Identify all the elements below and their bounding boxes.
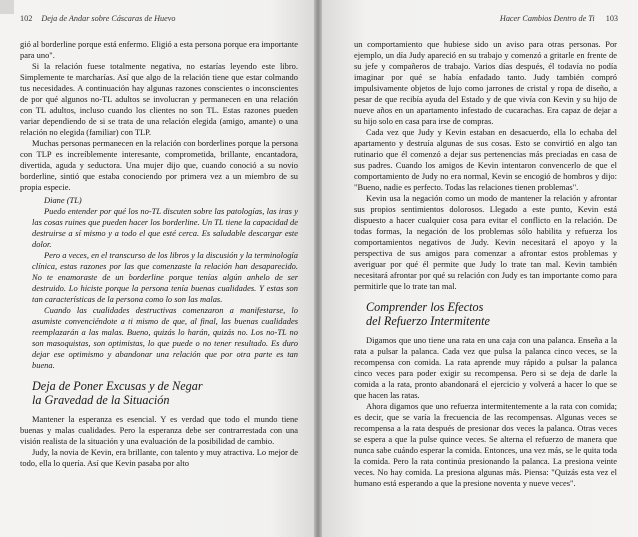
quote-paragraph: Cuando las cualidades destructivas comenzaron a manifestarse, lo asumiste convenciéndote a ti mismo de que, al final, las buenas cualidades reemplazarán a las malas. Bueno, quizás lo harán, quizás no. Los no-TL no son masoquistas, son optimistas, lo que puede o no tener resultado. Es duro dejar ese optimismo y abandonar una relación que por otra parte es tan buena.: [32, 305, 298, 370]
right-page: [318, 0, 638, 537]
section-heading-line: la Gravedad de la Situación: [32, 392, 170, 407]
section-heading-line: Comprender los Efectos: [366, 300, 484, 314]
paragraph: Ahora digamos que uno refuerza intermitentemente a la rata con comida; es decir, que se varía la frecuencia de las recompensas. Algunas veces se recompensa a la rata después de presionar dos veces la palanca. Otras veces se espera a que la pulse quince veces. Se alterna el refuerzo de manera que nunca sabe cuándo esperar la comida. Entonces, una vez más, se le quita toda la comida. Pero la rata continúa presionando la palanca. La presiona veinte veces. No hay comida. La presiona algunas más. Piensa: "Quizás esta vez el humano está esperando a que la presione noventa y nueve veces".: [354, 401, 617, 488]
paragraph: un comportamiento que hubiese sido un aviso para otras personas. Por ejemplo, un día Judy apareció en su trabajo y comenzó a gritarle en frente de su jefe y compañeros de trabajo. Varios días después, él todavía no podía imaginar por qué se había enfadado tanto. Judy también compró impulsivamente objetos de lujo como jarrones de cristal y ropa de diseño, a pesar de que recibía ayuda del Estado y de que vivía con Kevin y su hijo de nueve años en un apartamento infestado de cucarachas. Era capaz de dejar a su hijo solo en casa para irse de compras.: [354, 39, 617, 126]
right-page-number: 103: [605, 14, 618, 23]
right-running-title: Hacer Cambios Dentro de Ti: [499, 14, 595, 23]
section-heading-line: del Refuerzo Intermitente: [366, 313, 490, 328]
right-running-head: [500, 14, 618, 23]
paragraph: Judy, la novia de Kevin, era brillante, con talento y muy atractiva. Lo mejor de todo, ella lo quería. Así que Kevin pasaba por alto: [20, 447, 298, 468]
left-text-column: [20, 39, 298, 469]
section-heading: [366, 301, 617, 328]
left-running-title: Deja de Andar sobre Cáscaras de Huevo: [41, 14, 176, 23]
section-heading: [32, 380, 298, 407]
left-page-number: 102: [20, 14, 33, 23]
left-running-head: [20, 14, 176, 23]
section-heading-line: Deja de Poner Excusas y de Negar: [32, 379, 203, 393]
right-text-column: [354, 39, 617, 489]
left-page: [0, 0, 318, 537]
quote-paragraph: Puedo entender por qué los no-TL discuten sobre las patologías, las iras y las cosas ruines que pueden hacer los borderline. Un TL tiene la capacidad de destruirse a sí mismo y a todo el que esté cerca. Es saludable descargar este dolor.: [32, 206, 298, 249]
paragraph: Cada vez que Judy y Kevin estaban en desacuerdo, ella lo echaba del apartamento y destruía algunas de sus cosas. Esto se convirtió en algo tan rutinario que él comenzó a dejar sus pertenencias más preciadas en casa de sus padres. Cuando los amigos de Kevin intentaron convencerlo de que el comportamiento de Judy no era normal, Kevin se encogió de hombros y dijo: "Bueno, nadie es perfecto. Todas las relaciones tienen problemas".: [354, 127, 617, 192]
paragraph: Digamos que uno tiene una rata en una caja con una palanca. Enseña a la rata a pulsar la palanca. Cada vez que pulsa la palanca cinco veces, se la recompensa con comida. La rata aprende muy rápido a pulsar la palanca cinco veces para poder exigir su recompensa. Pero si se deja de darle la comida a la rata, pronto abandonará el ejercicio y volverá a hacer lo que se que hacen las ratas.: [354, 335, 617, 400]
quote-speaker: Diane (TL): [44, 195, 82, 205]
paragraph: Muchas personas permanecen en la relación con borderlines porque la persona con TLP es increíblemente interesante, comprometida, brillante, encantadora, divertida, aguda y seductora. Una mujer dijo que, cuando conoció a su novio borderline, sintió que estaba conociendo por primera vez a un miembro de su propia especie.: [20, 138, 298, 192]
paragraph: Si la relación fuese totalmente negativa, no estarías leyendo este libro. Simplemente te marcharías. Así que algo de la relación tiene que estar colmando tus necesidades. A continuación hay algunas razones conscientes o inconscientes de por qué algunos no-TL adultos se involucran y permanecen en una relación con TL adultos, incluso cuando los clientes no son TL. Estas razones pueden variar dependiendo de si se trata de una relación elegida (amigo, amante) o una relación no elegida (familiar) con TLP.: [20, 61, 298, 137]
paragraph: gió al borderline porque está enfermo. Eligió a esta persona porque era importante para uno".: [20, 39, 298, 60]
paragraph: Mantener la esperanza es esencial. Y es verdad que todo el mundo tiene buenas y malas cualidades. Pero la esperanza debe ser contrarrestada con una visión realista de la situación y una evaluación de la posibilidad de cambio.: [20, 414, 298, 446]
paragraph: Kevin usa la negación como un modo de mantener la relación y afrontar sus propios sentimientos dolorosos. Llegado a este punto, Kevin está dispuesto a hacer cualquier cosa para evitar el conflicto en la relación. De todas formas, la negación de los problemas sólo habilita y refuerza los comportamientos negativos de Judy. Kevin necesitará el apoyo y la perspectiva de sus amigos para comenzar a afrontar estos problemas y averiguar por qué él permite que Judy lo trate tan mal. Kevin también necesitará afrontar por qué su relación con Judy es tan importante como para permitirle que lo trate tan mal.: [354, 193, 617, 291]
page-corner-shadow: [0, 0, 14, 14]
book-gutter: [314, 0, 322, 537]
quote-paragraph: Pero a veces, en el transcurso de los libros y la discusión y la terminología clínica, estas razones por las que comenzaste la relación han desaparecido. No te enamoraste de un borderline porque tenías algún anhelo de ser destruido. Lo hiciste porque la persona tenía buenas cualidades. Y estas son tan características de la persona como lo son las malas.: [32, 250, 298, 304]
